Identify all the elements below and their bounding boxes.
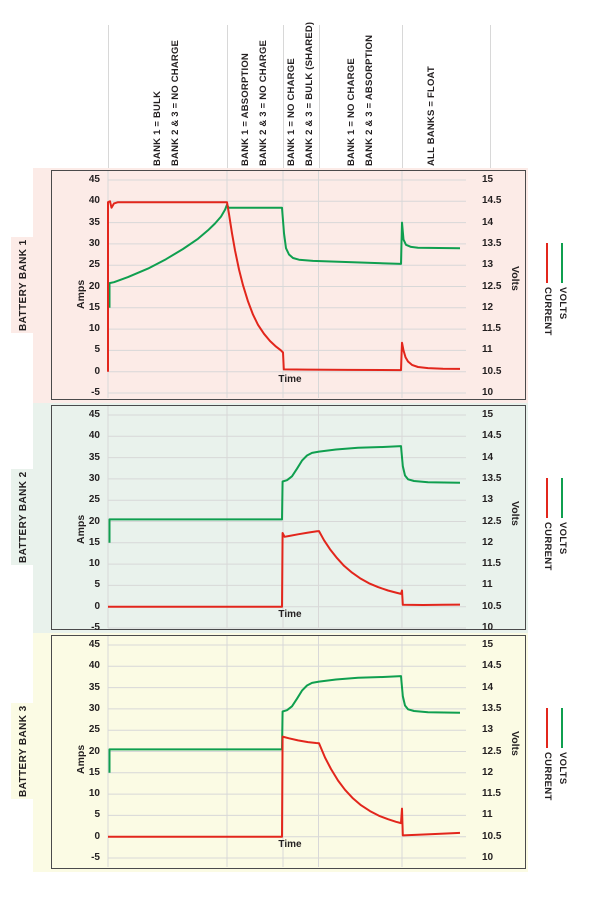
volts-tick: 11 xyxy=(482,809,493,821)
panel-title: BATTERY BANK 1 xyxy=(11,237,36,333)
amps-tick: 35 xyxy=(88,216,100,228)
volts-tick: 14 xyxy=(482,216,494,228)
amps-tick: 10 xyxy=(88,323,100,335)
amps-axis-label: Amps xyxy=(75,514,87,544)
phase-gridline xyxy=(283,25,284,168)
phase-gridline xyxy=(402,25,403,168)
volts-tick: 11.5 xyxy=(482,323,501,335)
volts-tick: 15 xyxy=(482,174,494,185)
time-axis-label: Time xyxy=(278,609,302,620)
phase-label: BANK 1 = NO CHARGE xyxy=(286,58,297,166)
volts-axis-label: Volts xyxy=(509,731,521,756)
amps-tick: 35 xyxy=(88,681,100,693)
phase-gridline xyxy=(490,25,491,168)
volts-tick: 11.5 xyxy=(482,558,501,570)
phase-label: BANK 2 & 3 = NO CHARGE xyxy=(258,39,269,166)
amps-tick: 20 xyxy=(88,515,100,527)
volts-tick: 15 xyxy=(482,409,494,420)
amps-tick: 25 xyxy=(88,724,100,736)
volts-tick: 12 xyxy=(482,301,494,313)
amps-tick: 0 xyxy=(94,830,100,842)
legend-current-label: CURRENT xyxy=(542,522,553,571)
phase-gridline xyxy=(108,25,109,168)
volts-tick: 14 xyxy=(482,451,494,463)
amps-tick: -5 xyxy=(91,622,100,633)
amps-tick: 40 xyxy=(88,430,100,442)
phase-header xyxy=(0,0,600,168)
panel-battery-bank-2 xyxy=(0,403,600,633)
volts-tick: 12.5 xyxy=(482,745,502,757)
legend-volts-label: VOLTS xyxy=(557,287,568,320)
volts-tick: 15 xyxy=(482,639,494,650)
volts-axis-label: Volts xyxy=(509,501,521,526)
amps-tick: 20 xyxy=(88,745,100,757)
amps-tick: 45 xyxy=(88,639,100,650)
phase-gridline xyxy=(227,25,228,168)
volts-tick: 13 xyxy=(482,259,494,271)
amps-tick: 30 xyxy=(88,237,100,249)
legend-volts-line-swatch xyxy=(561,478,563,518)
amps-tick: 5 xyxy=(94,344,100,356)
amps-tick: 45 xyxy=(88,174,100,185)
amps-tick: -5 xyxy=(91,387,100,398)
volts-tick: 12 xyxy=(482,536,494,548)
panel-border xyxy=(51,170,526,400)
panel-border xyxy=(51,635,526,869)
volts-tick: 10.5 xyxy=(482,830,502,842)
time-axis-label: Time xyxy=(278,839,302,850)
phase-gridline xyxy=(319,25,320,168)
amps-tick: 10 xyxy=(88,788,100,800)
amps-tick: 35 xyxy=(88,451,100,463)
time-axis-label: Time xyxy=(278,374,302,385)
volts-tick: 13.5 xyxy=(482,702,502,714)
legend-current-label: CURRENT xyxy=(542,752,553,801)
panel-battery-bank-1 xyxy=(0,168,600,403)
volts-tick: 13 xyxy=(482,724,494,736)
phase-label: BANK 2 & 3 = ABSORPTION xyxy=(364,34,375,166)
volts-tick: 14.5 xyxy=(482,195,502,207)
amps-tick: 30 xyxy=(88,702,100,714)
phase-label: ALL BANKS = FLOAT xyxy=(426,66,437,166)
amps-tick: 20 xyxy=(88,280,100,292)
phase-label: BANK 1 = NO CHARGE xyxy=(346,58,357,166)
volts-tick: 13.5 xyxy=(482,472,502,484)
volts-tick: 13.5 xyxy=(482,237,502,249)
volts-tick: 14 xyxy=(482,681,494,693)
legend-current-label: CURRENT xyxy=(542,287,553,336)
volts-tick: 12.5 xyxy=(482,515,502,527)
amps-tick: 40 xyxy=(88,195,100,207)
legend-current-line-swatch xyxy=(546,243,548,283)
volts-tick: 10 xyxy=(482,622,494,633)
volts-tick: 10 xyxy=(482,852,494,863)
panel-title: BATTERY BANK 2 xyxy=(11,469,36,565)
amps-tick: 10 xyxy=(88,558,100,570)
phase-label: BANK 1 = ABSORPTION xyxy=(240,53,251,166)
amps-tick: 15 xyxy=(88,536,100,548)
amps-tick: 15 xyxy=(88,301,100,313)
panel-border xyxy=(51,405,526,630)
panel-title: BATTERY BANK 3 xyxy=(11,703,36,799)
amps-tick: 15 xyxy=(88,766,100,778)
amps-tick: 25 xyxy=(88,259,100,271)
volts-tick: 14.5 xyxy=(482,660,502,672)
amps-tick: 0 xyxy=(94,365,100,377)
volts-tick: 14.5 xyxy=(482,430,502,442)
amps-tick: 45 xyxy=(88,409,100,420)
amps-tick: 30 xyxy=(88,472,100,484)
legend-volts-line-swatch xyxy=(561,708,563,748)
phase-label: BANK 2 & 3 = NO CHARGE xyxy=(170,39,181,166)
volts-tick: 12 xyxy=(482,766,494,778)
legend-volts-label: VOLTS xyxy=(557,522,568,555)
amps-tick: 5 xyxy=(94,579,100,591)
volts-axis-label: Volts xyxy=(509,266,521,291)
amps-tick: 25 xyxy=(88,494,100,506)
panel-battery-bank-3 xyxy=(0,633,600,872)
amps-tick: 0 xyxy=(94,600,100,612)
volts-tick: 10 xyxy=(482,387,494,398)
volts-tick: 10.5 xyxy=(482,600,502,612)
volts-tick: 13 xyxy=(482,494,494,506)
volts-tick: 10.5 xyxy=(482,365,502,377)
legend-current-line-swatch xyxy=(546,478,548,518)
amps-axis-label: Amps xyxy=(75,744,87,774)
volts-tick: 11.5 xyxy=(482,788,501,800)
phase-label: BANK 1 = BULK xyxy=(152,90,163,166)
volts-tick: 11 xyxy=(482,579,493,591)
volts-tick: 11 xyxy=(482,344,493,356)
volts-tick: 12.5 xyxy=(482,280,502,292)
legend-volts-label: VOLTS xyxy=(557,752,568,785)
amps-tick: 40 xyxy=(88,660,100,672)
phase-label: BANK 2 & 3 = BULK (SHARED) xyxy=(304,21,315,166)
legend-volts-line-swatch xyxy=(561,243,563,283)
amps-axis-label: Amps xyxy=(75,279,87,309)
amps-tick: 5 xyxy=(94,809,100,821)
legend-current-line-swatch xyxy=(546,708,548,748)
amps-tick: -5 xyxy=(91,852,100,863)
